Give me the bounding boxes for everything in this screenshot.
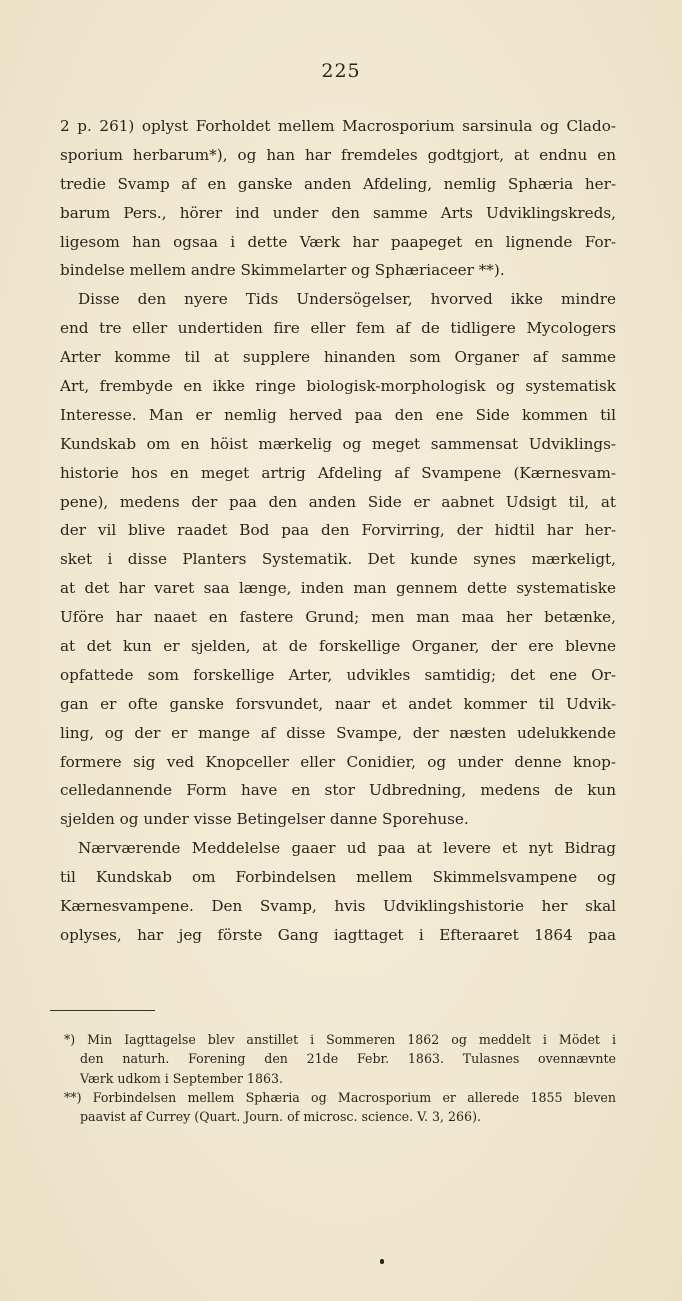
page-number: 225 bbox=[321, 60, 361, 82]
body-line: Art, frembyde en ikke ringe biologisk-morphologisk og systematisk bbox=[60, 377, 616, 396]
body-line: sporium herbarum*), og han har fremdeles godtgjort, at endnu en bbox=[60, 145, 616, 164]
body-line: end tre eller undertiden fire eller fem af de tidligere Mycologers bbox=[60, 319, 616, 338]
body-line: opfattede som forskellige Arter, udvikles samtidig; det ene Or- bbox=[60, 665, 616, 684]
body-line: oplyses, har jeg förste Gang iagttaget i Efteraaret 1864 paa bbox=[60, 925, 616, 944]
footnote-line: den naturh. Forening den 21de Febr. 1863. Tulasnes ovennævnte bbox=[80, 1051, 616, 1067]
body-line: pene), medens der paa den anden Side er aabnet Udsigt til, at bbox=[60, 492, 616, 511]
body-line: gan er ofte ganske forsvundet, naar et andet kommer til Udvik- bbox=[60, 694, 616, 713]
footnote-line: **) Forbindelsen mellem Sphæria og Macrosporium er allerede 1855 bleven bbox=[64, 1089, 616, 1105]
body-line: formere sig ved Knopceller eller Conidier, og under denne knop- bbox=[60, 752, 616, 771]
footnote-line: paavist af Currey (Quart. Journ. of microsc. science. V. 3, 266). bbox=[80, 1109, 481, 1125]
body-text bbox=[60, 112, 616, 950]
body-line: Disse den nyere Tids Undersögelser, hvorved ikke mindre bbox=[78, 290, 616, 309]
body-line: der vil blive raadet Bod paa den Forvirring, der hidtil har her- bbox=[60, 521, 616, 540]
body-line: Kundskab om en höist mærkelig og meget sammensat Udviklings- bbox=[60, 434, 616, 453]
body-line: sjelden og under visse Betingelser danne Sporehuse. bbox=[60, 810, 469, 829]
body-line: barum Pers., hörer ind under den samme Arts Udviklingskreds, bbox=[60, 203, 616, 222]
body-line: Uföre har naaet en fastere Grund; men man maa her betænke, bbox=[60, 608, 616, 627]
ink-speck bbox=[380, 1259, 384, 1264]
body-line: Kærnesvampene. Den Svamp, hvis Udviklingshistorie her skal bbox=[60, 897, 616, 916]
body-line: at det har varet saa længe, inden man gennem dette systematiske bbox=[60, 579, 616, 598]
body-line: Interesse. Man er nemlig herved paa den ene Side kommen til bbox=[60, 405, 616, 424]
footnotes bbox=[64, 1030, 616, 1126]
body-line: ligesom han ogsaa i dette Værk har paapeget en lignende For- bbox=[60, 232, 616, 251]
body-line: historie hos en meget artrig Afdeling af Svampene (Kærnesvam- bbox=[60, 463, 616, 482]
footnote-line: Værk udkom i September 1863. bbox=[80, 1070, 283, 1086]
body-line: at det kun er sjelden, at de forskellige Organer, der ere blevne bbox=[60, 637, 616, 656]
body-line: bindelse mellem andre Skimmelarter og Sphæriaceer **). bbox=[60, 261, 505, 280]
footnote-divider bbox=[50, 1010, 155, 1011]
body-line: sket i disse Planters Systematik. Det kunde synes mærkeligt, bbox=[60, 550, 616, 569]
body-line: 2 p. 261) oplyst Forholdet mellem Macrosporium sarsinula og Clado- bbox=[60, 117, 616, 135]
body-line: ling, og der er mange af disse Svampe, der næsten udelukkende bbox=[60, 723, 616, 742]
body-line: Arter komme til at supplere hinanden som Organer af samme bbox=[60, 348, 616, 367]
body-line: til Kundskab om Forbindelsen mellem Skimmelsvampene og bbox=[60, 868, 616, 887]
body-line: Nærværende Meddelelse gaaer ud paa at levere et nyt Bidrag bbox=[78, 839, 616, 858]
footnote-line: *) Min Iagttagelse blev anstillet i Sommeren 1862 og meddelt i Mödet i bbox=[64, 1032, 616, 1047]
body-line: celledannende Form have en stor Udbredning, medens de kun bbox=[60, 781, 616, 800]
body-line: tredie Svamp af en ganske anden Afdeling, nemlig Sphæria her- bbox=[60, 174, 616, 193]
